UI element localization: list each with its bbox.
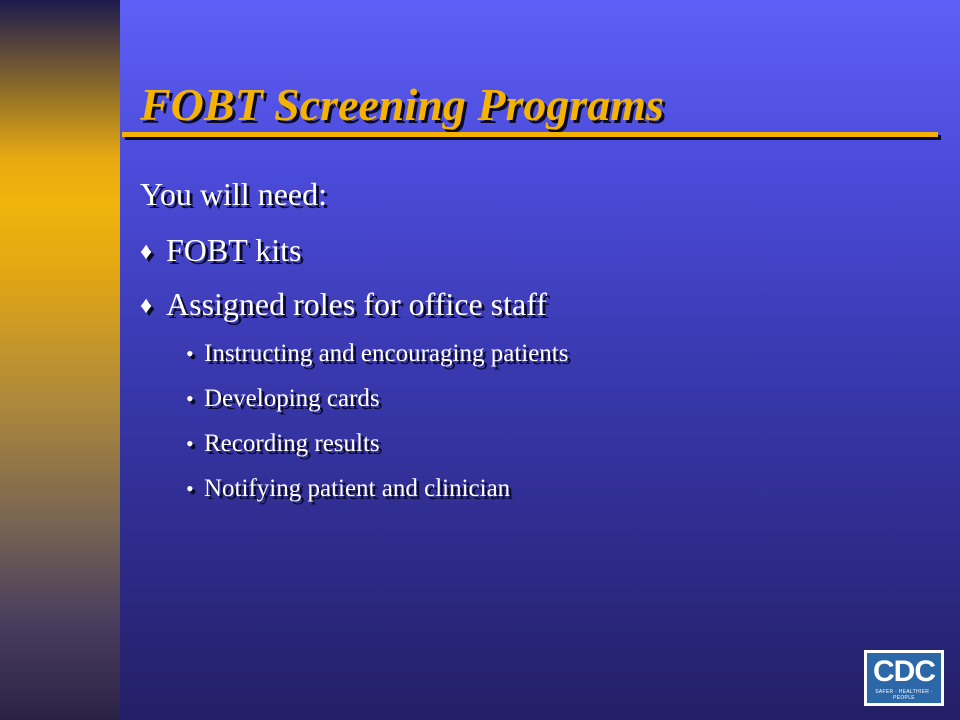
cdc-logo-letters: CDC xyxy=(873,655,935,688)
decorative-side-bar xyxy=(0,0,120,720)
dot-bullet-icon: • xyxy=(186,341,194,366)
slide-title: FOBT Screening Programs xyxy=(140,79,664,130)
bullet-item xyxy=(140,232,301,269)
diamond-bullet-icon: ♦ xyxy=(140,239,153,265)
dot-bullet-icon: • xyxy=(186,431,194,456)
title-underline xyxy=(122,132,938,137)
sub-bullet-item-text: Developing cards xyxy=(204,385,380,412)
dot-bullet-icon: • xyxy=(186,386,194,411)
sub-bullet-item-text: Recording results xyxy=(204,430,380,457)
bullet-item xyxy=(140,286,547,323)
sub-bullet-item xyxy=(186,475,510,503)
lead-text: You will need: xyxy=(140,176,327,212)
cdc-logo-badge xyxy=(867,653,941,703)
bullet-item-text: Assigned roles for office staff xyxy=(166,286,547,322)
sub-bullet-item-text: Notifying patient and clinician xyxy=(204,475,511,502)
sub-bullet-item-text: Instructing and encouraging patients xyxy=(204,340,569,367)
sub-bullet-item xyxy=(186,385,380,413)
diamond-bullet-icon: ♦ xyxy=(140,293,153,319)
cdc-logo xyxy=(864,650,944,706)
sub-bullet-item xyxy=(186,430,380,458)
cdc-logo-tagline: SAFER · HEALTHIER · PEOPLE xyxy=(875,689,933,701)
sub-bullet-item xyxy=(186,340,568,368)
bullet-item-text: FOBT kits xyxy=(166,232,302,268)
dot-bullet-icon: • xyxy=(186,476,194,501)
